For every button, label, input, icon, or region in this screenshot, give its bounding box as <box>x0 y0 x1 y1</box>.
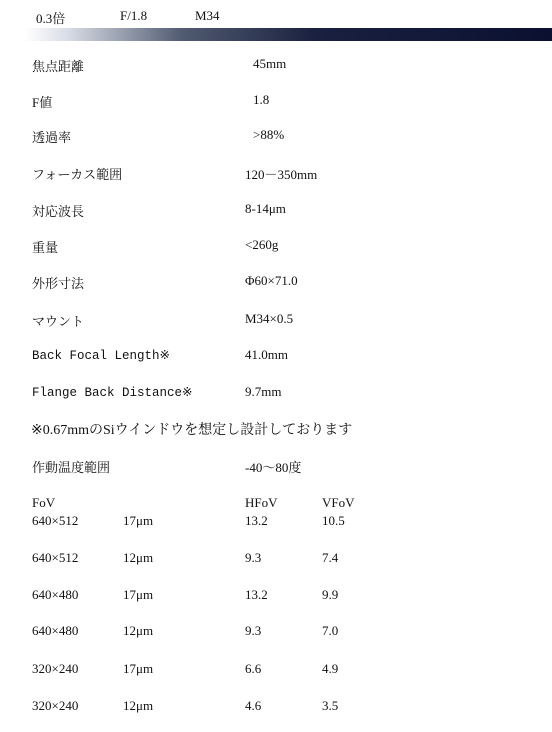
fov-vfov: 7.4 <box>322 550 339 565</box>
spec-value: 1.8 <box>253 92 270 107</box>
fov-pixel-pitch: 12μm <box>123 623 154 638</box>
fov-vfov: 10.5 <box>322 513 345 528</box>
header-divider-bar <box>25 28 552 41</box>
fov-pixel-pitch: 12μm <box>123 550 154 565</box>
spec-label: フォーカス範囲 <box>32 167 123 182</box>
spec-label: F値 <box>32 95 53 110</box>
magnification-text: 0.3倍 <box>36 11 66 26</box>
spec-value: 41.0mm <box>245 347 288 362</box>
spec-label: 透過率 <box>32 130 72 145</box>
fov-pixel-pitch: 12μm <box>123 698 154 713</box>
spec-label: 対応波長 <box>32 204 85 219</box>
header <box>36 8 220 26</box>
spec-value: -40～80度 <box>245 460 302 475</box>
spec-value: Φ60×71.0 <box>245 273 298 288</box>
spec-value: 8-14μm <box>245 201 286 216</box>
spec-row-transmittance <box>0 127 552 149</box>
spec-value: 45mm <box>253 56 287 71</box>
spec-row-f-number <box>0 92 552 114</box>
fov-hfov: 13.2 <box>245 513 268 528</box>
spec-row-focal-length <box>0 56 552 78</box>
spec-row-weight <box>0 237 552 259</box>
fov-vfov: 7.0 <box>322 623 339 638</box>
spec-row-flange-back-distance <box>0 384 552 406</box>
fov-hfov: 13.2 <box>245 587 268 602</box>
spec-label: 外形寸法 <box>32 276 85 291</box>
spec-row-operating-temperature <box>0 457 552 479</box>
fov-hfov: 6.6 <box>245 661 262 676</box>
spec-label: 作動温度範囲 <box>32 460 111 475</box>
hfov-header: HFoV <box>245 495 278 510</box>
fov-resolution: 640×480 <box>32 587 79 602</box>
fov-pixel-pitch: 17μm <box>123 587 154 602</box>
fov-resolution: 640×480 <box>32 623 79 638</box>
fov-pixel-pitch: 17μm <box>123 513 154 528</box>
aperture-text: F/1.8 <box>120 8 148 23</box>
fov-resolution: 640×512 <box>32 550 79 565</box>
fov-hfov: 9.3 <box>245 623 262 638</box>
mount-text: M34 <box>195 8 220 23</box>
fov-vfov: 9.9 <box>322 587 339 602</box>
fov-hfov: 9.3 <box>245 550 262 565</box>
spec-label: 重量 <box>32 240 59 255</box>
fov-resolution: 320×240 <box>32 698 79 713</box>
spec-label: Flange Back Distance※ <box>32 386 193 400</box>
spec-row-focus-range <box>0 164 552 186</box>
fov-vfov: 3.5 <box>322 698 339 713</box>
spec-label: Back Focal Length※ <box>32 349 170 363</box>
spec-value: 9.7mm <box>245 384 282 399</box>
spec-value: 120－350mm <box>245 167 318 182</box>
spec-label: 焦点距離 <box>32 59 85 74</box>
spec-row-back-focal-length <box>0 347 552 369</box>
spec-row-dimensions <box>0 273 552 295</box>
spec-row-mount <box>0 311 552 333</box>
spec-label: マウント <box>32 314 85 329</box>
footnote: ※0.67mmのSiウインドウを想定し設計しております <box>31 423 353 438</box>
fov-header: FoV <box>32 495 56 510</box>
spec-value: M34×0.5 <box>245 311 294 326</box>
fov-vfov: 4.9 <box>322 661 339 676</box>
fov-resolution: 640×512 <box>32 513 79 528</box>
fov-pixel-pitch: 17μm <box>123 661 154 676</box>
fov-hfov: 4.6 <box>245 698 262 713</box>
fov-resolution: 320×240 <box>32 661 79 676</box>
vfov-header: VFoV <box>322 495 355 510</box>
spec-value: >88% <box>253 127 285 142</box>
spec-row-wavelength <box>0 201 552 223</box>
spec-value: <260g <box>245 237 279 252</box>
